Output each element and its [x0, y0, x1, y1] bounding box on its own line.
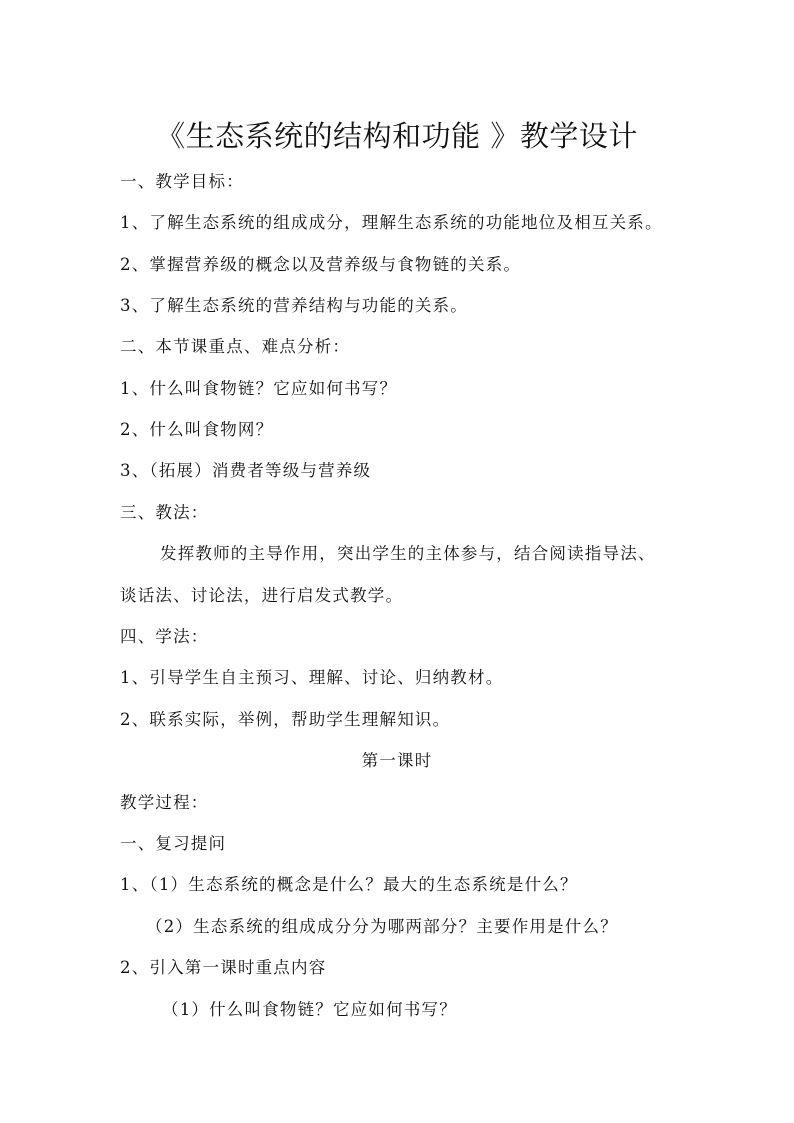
paragraph-line: 2、掌握营养级的概念以及营养级与食物链的关系。: [120, 255, 522, 274]
paragraph-line: 3、了解生态系统的营养结构与功能的关系。: [120, 296, 468, 315]
paragraph-line: （2）生态系统的组成成分分为哪两部分？主要作用是什么？: [146, 917, 618, 936]
paragraph-line: 3、（拓展）消费者等级与营养级: [120, 461, 372, 480]
section-heading-key-points: 二、本节课重点、难点分析：: [120, 337, 351, 356]
section-heading-objectives: 一、教学目标：: [120, 172, 244, 191]
section-heading-learning-method: 四、学法：: [120, 627, 209, 646]
lesson-heading: 第一课时: [361, 751, 433, 770]
document-title: 《生态系统的结构和功能 》教学设计: [156, 119, 638, 153]
paragraph-line: 1、什么叫食物链？它应如何书写？: [120, 379, 398, 398]
paragraph-line: 谈话法、讨论法，进行启发式教学。: [120, 586, 404, 605]
paragraph-line: 2、什么叫食物网？: [120, 420, 274, 439]
paragraph-line: （1）什么叫食物链？它应如何书写？: [162, 1000, 457, 1019]
paragraph-line: 1、了解生态系统的组成成分，理解生态系统的功能地位及相互关系。: [120, 213, 663, 232]
section-heading-process: 教学过程：: [120, 793, 209, 812]
paragraph-line: 1、（1）生态系统的概念是什么？最大的生态系统是什么？: [120, 875, 578, 894]
paragraph-line: 1、引导学生自主预习、理解、讨论、归纳教材。: [120, 668, 504, 687]
paragraph-line: 发挥教师的主导作用，突出学生的主体参与，结合阅读指导法、: [160, 544, 656, 563]
paragraph-line: 2、联系实际，举例，帮助学生理解知识。: [120, 710, 451, 729]
paragraph-line: 2、引入第一课时重点内容: [120, 958, 327, 977]
paragraph-line: 一、复习提问: [120, 834, 227, 853]
section-heading-teaching-method: 三、教法：: [120, 503, 209, 522]
